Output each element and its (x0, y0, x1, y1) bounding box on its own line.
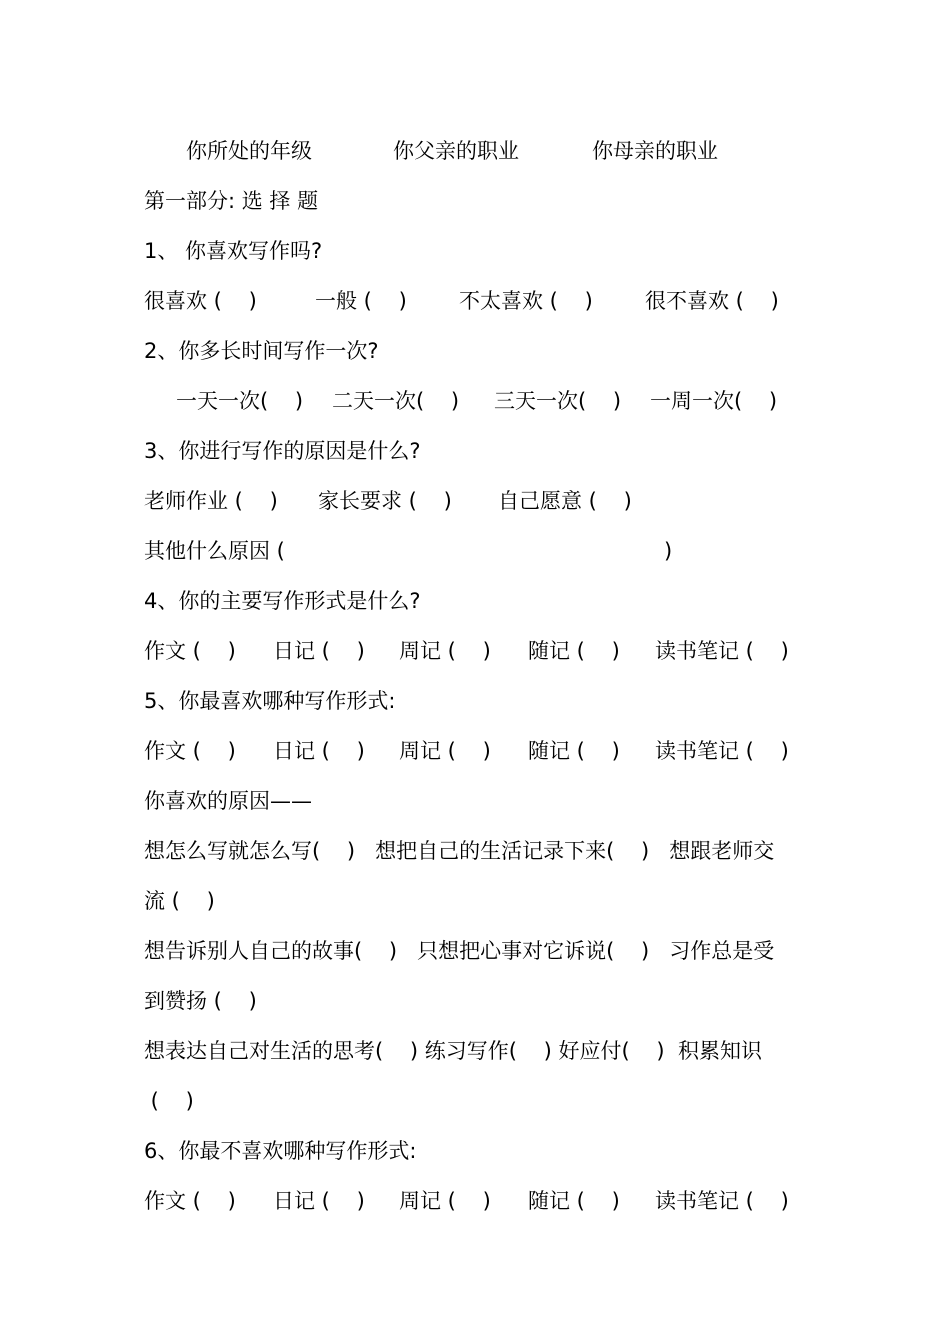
q3-other-close: ) (664, 539, 673, 563)
q5-reason-label: 你喜欢的原因—— (144, 789, 312, 813)
q5-reason-line-5[interactable]: 想表达自己对生活的思考( ) 练习写作( ) 好应付( ) 积累知识 (144, 1039, 762, 1063)
question-3: 3、你进行写作的原因是什么? (144, 439, 421, 463)
q1-option-4[interactable]: 很不喜欢 ( ) (645, 289, 779, 313)
question-2: 2、你多长时间写作一次? (144, 339, 379, 363)
q3-option-1[interactable]: 老师作业 ( ) (144, 489, 278, 513)
q1-option-1[interactable]: 很喜欢 ( ) (144, 289, 257, 313)
q6-option-2[interactable]: 日记 ( ) (273, 1189, 365, 1213)
q6-option-5[interactable]: 读书笔记 ( ) (655, 1189, 789, 1213)
q5-option-2[interactable]: 日记 ( ) (273, 739, 365, 763)
q2-option-1[interactable]: 一天一次( ) (176, 389, 304, 413)
grade-label: 你所处的年级 (186, 139, 312, 163)
q3-option-3[interactable]: 自己愿意 ( ) (498, 489, 632, 513)
q5-reason-line-4[interactable]: 到赞扬 ( ) (144, 989, 257, 1013)
q4-option-5[interactable]: 读书笔记 ( ) (655, 639, 789, 663)
q5-reason-line-6[interactable]: ( ) (144, 1089, 194, 1113)
q5-option-4[interactable]: 随记 ( ) (528, 739, 620, 763)
q5-option-3[interactable]: 周记 ( ) (399, 739, 491, 763)
q2-option-4[interactable]: 一周一次( ) (650, 389, 778, 413)
section-title: 第一部分: 选 择 题 (144, 189, 319, 213)
q3-option-2[interactable]: 家长要求 ( ) (318, 489, 452, 513)
q2-option-3[interactable]: 三天一次( ) (494, 389, 622, 413)
q4-option-3[interactable]: 周记 ( ) (399, 639, 491, 663)
q5-reason-line-3[interactable]: 想告诉别人自己的故事( ) 只想把心事对它诉说( ) 习作总是受 (144, 939, 775, 963)
q4-option-1[interactable]: 作文 ( ) (144, 639, 236, 663)
q5-option-1[interactable]: 作文 ( ) (144, 739, 236, 763)
q4-option-4[interactable]: 随记 ( ) (528, 639, 620, 663)
q6-option-1[interactable]: 作文 ( ) (144, 1189, 236, 1213)
question-5: 5、你最喜欢哪种写作形式: (144, 689, 396, 713)
question-4: 4、你的主要写作形式是什么? (144, 589, 421, 613)
q4-option-2[interactable]: 日记 ( ) (273, 639, 365, 663)
q2-option-2[interactable]: 二天一次( ) (332, 389, 460, 413)
q6-option-3[interactable]: 周记 ( ) (399, 1189, 491, 1213)
q1-option-3[interactable]: 不太喜欢 ( ) (459, 289, 593, 313)
question-1: 1、 你喜欢写作吗? (144, 239, 323, 263)
q5-option-5[interactable]: 读书笔记 ( ) (655, 739, 789, 763)
question-6: 6、你最不喜欢哪种写作形式: (144, 1139, 417, 1163)
mother-job-label: 你母亲的职业 (592, 139, 718, 163)
q1-option-2[interactable]: 一般 ( ) (315, 289, 407, 313)
father-job-label: 你父亲的职业 (393, 139, 519, 163)
q6-option-4[interactable]: 随记 ( ) (528, 1189, 620, 1213)
q5-reason-line-2[interactable]: 流 ( ) (144, 889, 215, 913)
q5-reason-line-1[interactable]: 想怎么写就怎么写( ) 想把自己的生活记录下来( ) 想跟老师交 (144, 839, 775, 863)
q3-other-label: 其他什么原因 ( (144, 539, 285, 563)
